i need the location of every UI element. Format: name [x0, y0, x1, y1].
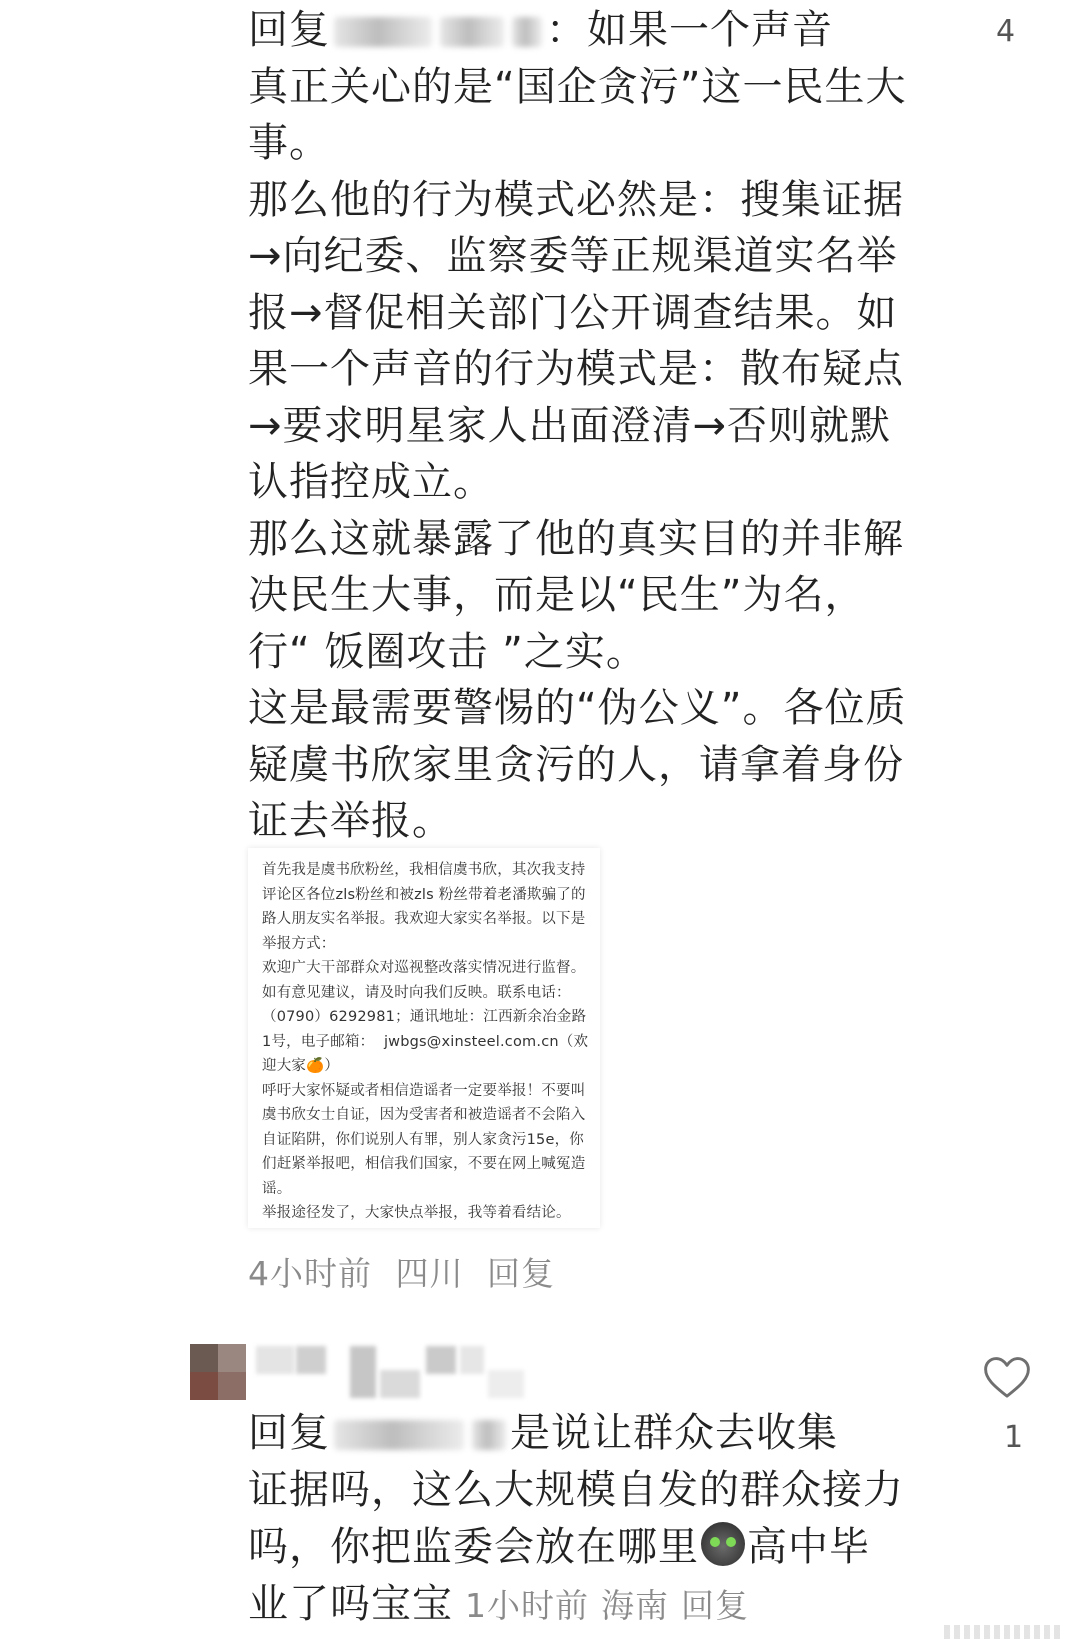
cat-emoji-icon — [701, 1522, 745, 1566]
reply-text-start: 是说让群众去收集 — [510, 1410, 838, 1456]
comment-2-text — [248, 1405, 938, 1634]
comment-1-like-count[interactable]: 4 — [996, 14, 1016, 49]
comment-paragraph: 这是最需要警惕的“伪公义”。各位质疑虞书欣家里贪污的人，请拿着身份证去举报。 — [248, 685, 907, 844]
comment-time: 1小时前 — [465, 1586, 589, 1625]
reply-prefix: 回复 — [248, 7, 330, 53]
blurred-username — [512, 17, 542, 47]
comment-1-text — [248, 2, 928, 850]
avatar[interactable] — [190, 1344, 246, 1400]
comment-1-meta — [248, 1248, 567, 1295]
comment-line: 证据吗，这么大规模自发的群众接力 — [248, 1467, 904, 1513]
comment-2-meta — [453, 1586, 749, 1625]
reply-button[interactable]: 回复 — [487, 1254, 555, 1293]
blurred-username — [472, 1420, 506, 1450]
comment-2-like-count: 1 — [1004, 1420, 1024, 1455]
image-text-paragraph: 举报途径发了，大家快点举报，我等着看结论。 — [262, 1205, 571, 1221]
comment-time: 4小时前 — [248, 1254, 372, 1293]
comment-paragraph: 真正关心的是“国企贪污”这一民生大事。 — [248, 63, 907, 166]
comment-paragraph: 那么这就暴露了他的真实目的并非解决民生大事，而是以“民生”为名，行“ 饭圈攻击 ”之实。 — [248, 515, 904, 675]
heart-icon[interactable] — [980, 1350, 1034, 1404]
comment-line: 高中毕 — [747, 1524, 870, 1570]
blurred-username — [334, 17, 432, 47]
comment-line: 吗，你把监委会放在哪里 — [248, 1524, 699, 1570]
comment-line: 业了吗宝宝 — [248, 1581, 453, 1627]
reply-button[interactable]: 回复 — [681, 1586, 749, 1625]
reply-prefix: 回复 — [248, 1410, 330, 1456]
blurred-username — [334, 1420, 464, 1450]
blurred-username — [440, 17, 504, 47]
reply-text-start: ：如果一个声音 — [546, 7, 833, 53]
comment-paragraph: 那么他的行为模式必然是：搜集证据→向纪委、监察委等正规渠道实名举报→督促相关部门公开调查结果。如果一个声音的行为模式是：散布疑点→要求明星家人出面澄清→否则就默认指控成立。 — [248, 176, 904, 505]
image-text-paragraph: 呼吁大家怀疑或者相信造谣者一定要举报！不要叫虞书欣女士自证，因为受害者和被造谣者不会陷入自证陷阱，你们说别人有罪，别人家贪污15e，你们赶紧举报吧，相信我们国家，不要在网上喊冤造谣。 — [262, 1082, 586, 1197]
comment-1-attached-image[interactable] — [248, 848, 600, 1228]
blurred-username[interactable] — [256, 1346, 546, 1398]
comment-location: 四川 — [395, 1254, 464, 1293]
image-text-paragraph: 欢迎广大干部群众对巡视整改落实情况进行监督。如有意见建议，请及时向我们反映。联系电话：（0790）6292981；通讯地址：江西新余冶金路1号，电子邮箱： jwbgs@xinsteel.com.cn（欢迎大家🍊） — [262, 960, 589, 1074]
image-text-paragraph: 首先我是虞书欣粉丝，我相信虞书欣，其次我支持评论区各位zls粉丝和被zls 粉丝带着老潘欺骗了的路人朋友实名举报。我欢迎大家实名举报。以下是举报方式： — [262, 862, 586, 952]
comment-location: 海南 — [601, 1586, 669, 1625]
watermark — [944, 1625, 1064, 1639]
